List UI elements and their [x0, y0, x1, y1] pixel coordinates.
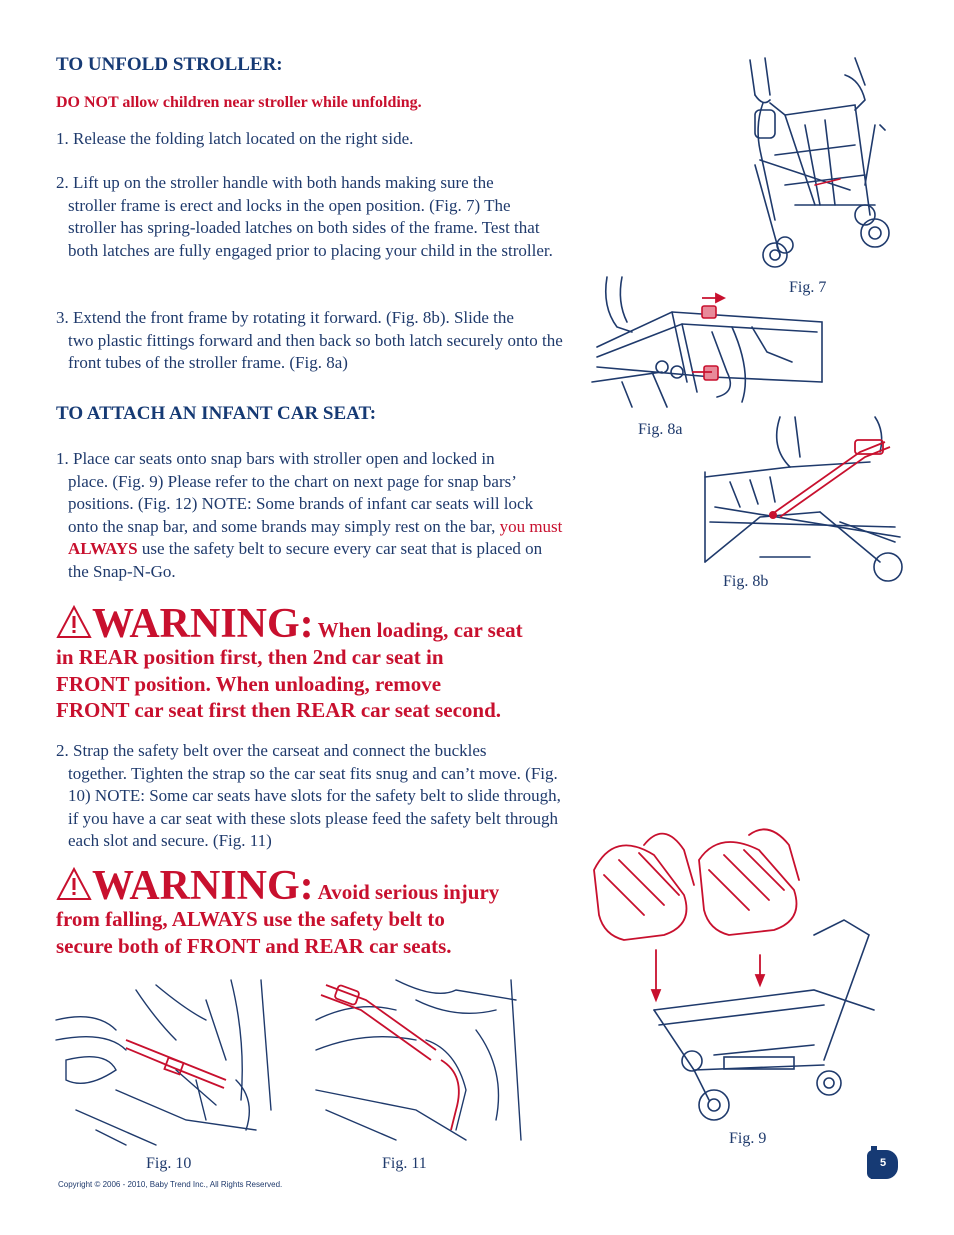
- attach-step-2-first: 2. Strap the safety belt over the carseat and connect the buckles: [56, 741, 487, 760]
- caution-rest: allow children near stroller while unfolding.: [118, 94, 422, 111]
- fig-11-caption: Fig. 11: [382, 1155, 427, 1172]
- attach-step-2: [56, 740, 561, 853]
- warning-2-label: WARNING:: [92, 863, 314, 909]
- warning-triangle-icon: [56, 867, 92, 901]
- unfold-step-3: [56, 307, 566, 375]
- unfold-heading: TO UNFOLD STROLLER:: [56, 54, 283, 75]
- fig-9-illustration: [584, 825, 884, 1130]
- fig-8a-caption: Fig. 8a: [638, 421, 683, 438]
- page-number: 5: [880, 1157, 887, 1169]
- warning-2-line-1: Avoid serious injury: [317, 880, 500, 904]
- warning-2: [56, 862, 576, 959]
- unfold-step-2: [56, 172, 556, 262]
- unfold-step-2-first: 2. Lift up on the stroller handle with both hands making sure the: [56, 173, 494, 192]
- attach-heading: TO ATTACH AN INFANT CAR SEAT:: [56, 403, 377, 424]
- copyright-notice: Copyright © 2006 - 2010, Baby Trend Inc., All Rights Reserved.: [58, 1180, 283, 1189]
- fig-7-caption: Fig. 7: [789, 279, 827, 296]
- caution-prefix: DO NOT: [56, 94, 119, 111]
- you-must-text: you must: [499, 516, 563, 536]
- unfold-caution: [56, 94, 422, 112]
- attach-step-1-first: 1. Place car seats onto snap bars with stroller open and locked in: [56, 449, 495, 468]
- warning-1-line-4: FRONT car seat first then REAR car seat second.: [56, 698, 502, 722]
- attach-step-1: [56, 448, 566, 584]
- unfold-step-2-rest: stroller frame is erect and locks in the open position. (Fig. 7) The stroller has spring-loaded latches on both sides of the frame. Test that both latches are fully engaged prior to placing your child in the stroller.: [68, 195, 553, 260]
- attach-step-1-end: use the safety belt to secure every car seat that is placed on the Snap-N-Go.: [68, 539, 543, 581]
- warning-2-line-2: from falling, ALWAYS use the safety belt to: [56, 907, 445, 931]
- fig-7-illustration: [725, 55, 897, 275]
- fig-8b-illustration: [700, 412, 900, 582]
- fig-9-caption: Fig. 9: [729, 1130, 767, 1147]
- unfold-step-3-first: 3. Extend the front frame by rotating it forward. (Fig. 8b). Slide the: [56, 308, 514, 327]
- attach-step-1-text: place. (Fig. 9) Please refer to the chart on next page for snap bars’ positions. (Fig. 12) NOTE: Some brands of infant car seats will lock onto the snap bar, and some brands may simply rest on the bar,: [68, 471, 534, 536]
- always-text: ALWAYS: [68, 539, 138, 559]
- warning-1: [56, 600, 576, 724]
- attach-step-2-rest: together. Tighten the strap so the car seat fits snug and can’t move. (Fig. 10) NOTE: Some car seats have slots for the safety belt to slide through, if you have a car seat with these slots please feed the safety belt through each slot and secure. (Fig. 11): [68, 763, 561, 851]
- unfold-step-3-rest: two plastic fittings forward and then back so both latch securely onto the front tubes of the stroller frame. (Fig. 8a): [68, 330, 563, 373]
- unfold-step-1: 1. Release the folding latch located on the right side.: [56, 129, 414, 148]
- warning-2-line-3: secure both of FRONT and REAR car seats.: [56, 933, 452, 958]
- warning-triangle-icon: [56, 605, 92, 639]
- fig-10-illustration: [56, 980, 291, 1150]
- fig-11-illustration: [316, 980, 526, 1150]
- fig-8b-caption: Fig. 8b: [723, 573, 769, 590]
- fig-8a-illustration: [592, 272, 832, 412]
- fig-10-caption: Fig. 10: [146, 1155, 192, 1172]
- warning-1-label: WARNING:: [92, 601, 314, 647]
- page-number-badge: [867, 1150, 898, 1179]
- attach-step-1-rest: [56, 471, 566, 584]
- warning-1-line-1: When loading, car seat: [317, 618, 523, 642]
- warning-1-line-3: FRONT position. When unloading, remove: [56, 671, 442, 696]
- warning-1-line-2: in REAR position first, then 2nd car seat in: [56, 645, 444, 669]
